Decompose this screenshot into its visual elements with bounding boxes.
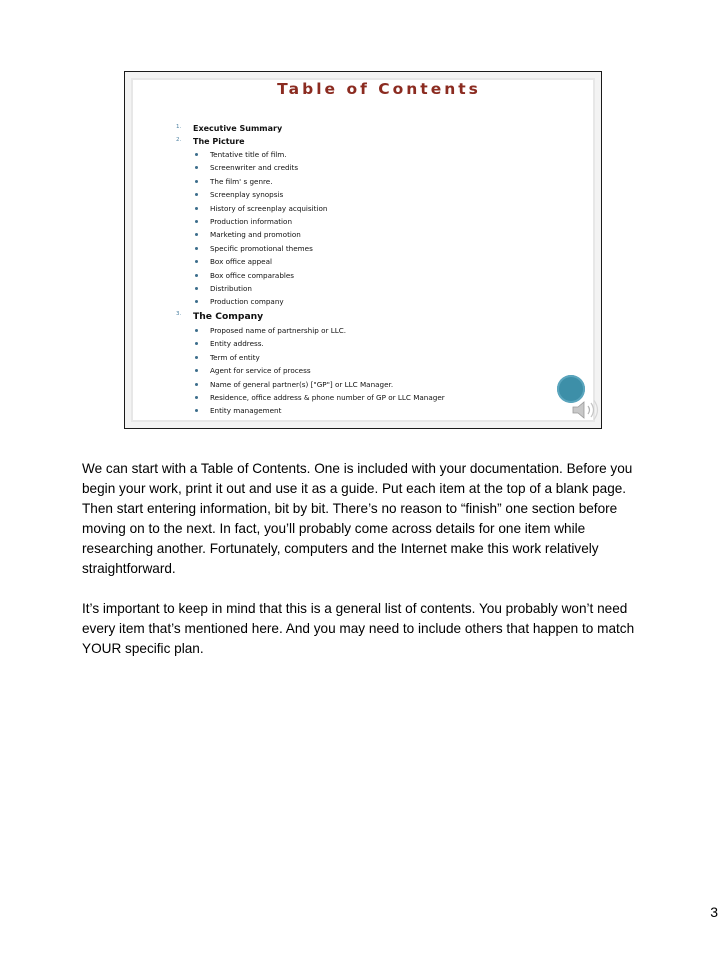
section-title: The Company bbox=[193, 310, 264, 322]
table-of-contents bbox=[176, 122, 516, 418]
bullet-dot-icon bbox=[195, 193, 198, 196]
list-item-text: Term of entity bbox=[210, 352, 260, 362]
list-item-text: Marketing and promotion bbox=[210, 230, 301, 240]
slide-thumbnail bbox=[124, 71, 602, 429]
list-item-text: Production company bbox=[210, 297, 284, 307]
list-item bbox=[195, 242, 516, 255]
list-item bbox=[195, 255, 516, 268]
list-item-text: Production information bbox=[210, 217, 293, 227]
bullet-dot-icon bbox=[195, 166, 198, 169]
section-title: The Picture bbox=[193, 137, 245, 146]
list-item-text: The film' s genre. bbox=[210, 176, 273, 186]
bullet-dot-icon bbox=[195, 356, 198, 359]
speaker-icon[interactable] bbox=[571, 399, 602, 421]
bullet-dot-icon bbox=[195, 260, 198, 263]
list-item-text: Box office appeal bbox=[210, 257, 273, 267]
list-item-text: Specific promotional themes bbox=[210, 243, 313, 253]
bullet-dot-icon bbox=[195, 180, 198, 183]
notes-paragraph: It’s important to keep in mind that this is a general list of contents. You probably won’t need every item that’s mentioned here. And you may need to include others that happen to match YOUR specific plan. bbox=[82, 601, 635, 656]
toc-section-executive-summary bbox=[176, 122, 516, 135]
bullet-dot-icon bbox=[195, 274, 198, 277]
slide-title: Table of Contents bbox=[277, 80, 481, 98]
list-item bbox=[195, 282, 516, 295]
list-item bbox=[195, 378, 516, 391]
section-number: 2. bbox=[176, 137, 182, 143]
list-item bbox=[195, 175, 516, 188]
list-item-text: Screenplay synopsis bbox=[210, 190, 284, 200]
list-item-text: Proposed name of partnership or LLC. bbox=[210, 325, 347, 335]
section-title: Executive Summary bbox=[193, 124, 283, 133]
list-item-text: Tentative title of film. bbox=[210, 150, 287, 159]
list-item-text: Entity address. bbox=[210, 339, 264, 349]
list-item bbox=[195, 269, 516, 282]
bullet-dot-icon bbox=[195, 329, 198, 332]
bullet-dot-icon bbox=[195, 247, 198, 250]
list-item bbox=[195, 404, 516, 417]
bullet-dot-icon bbox=[195, 383, 198, 386]
bullet-dot-icon bbox=[195, 220, 198, 223]
bullet-dot-icon bbox=[195, 233, 198, 236]
list-item-text: Distribution bbox=[210, 284, 252, 294]
list-item bbox=[195, 364, 516, 377]
list-item bbox=[195, 324, 516, 337]
toc-section-the-picture bbox=[176, 135, 516, 309]
list-item bbox=[195, 188, 516, 201]
list-item bbox=[195, 161, 516, 174]
bullet-dot-icon bbox=[195, 287, 198, 290]
bullet-dot-icon bbox=[195, 300, 198, 303]
list-item bbox=[195, 337, 516, 350]
list-item bbox=[195, 202, 516, 215]
bullet-dot-icon bbox=[195, 396, 198, 399]
slide-body bbox=[131, 78, 595, 422]
toc-section-the-company bbox=[176, 309, 516, 418]
section-item-list bbox=[193, 324, 516, 418]
list-item-text: Name of general partner(s) ["GP"] or LLC Manager. bbox=[210, 379, 394, 389]
list-item-text: Box office comparables bbox=[210, 270, 295, 280]
bullet-dot-icon bbox=[195, 342, 198, 345]
section-item-list bbox=[193, 148, 516, 309]
list-item-text: Residence, office address & phone number of GP or LLC Manager bbox=[210, 392, 445, 402]
list-item bbox=[195, 228, 516, 241]
speaker-notes bbox=[82, 459, 652, 659]
bullet-dot-icon bbox=[195, 369, 198, 372]
list-item bbox=[195, 295, 516, 308]
list-item bbox=[195, 351, 516, 364]
bullet-dot-icon bbox=[195, 153, 198, 156]
page-number: 3 bbox=[710, 904, 718, 920]
list-item-text: Entity management bbox=[210, 406, 282, 416]
list-item-text: History of screenplay acquisition bbox=[210, 203, 328, 213]
list-item bbox=[195, 391, 516, 404]
section-number: 1. bbox=[176, 124, 182, 130]
notes-paragraph: We can start with a Table of Contents. One is included with your documentation. Before you begin your work, print it out and use it as a guide. Put each item at the top of a blank page. Then start entering information, bit by bit. There’s no reason to “finish” one section before moving on to the next. In fact, you’ll probably come across details for one item while researching another. Fortunately, computers and the Internet make this work relatively straightforward. bbox=[82, 461, 633, 576]
list-item-text: Screenwriter and credits bbox=[210, 163, 299, 173]
list-item bbox=[195, 148, 516, 161]
list-item-text: Agent for service of process bbox=[210, 366, 311, 376]
bullet-dot-icon bbox=[195, 409, 198, 412]
bullet-dot-icon bbox=[195, 207, 198, 210]
list-item bbox=[195, 215, 516, 228]
section-number: 3. bbox=[176, 310, 182, 317]
